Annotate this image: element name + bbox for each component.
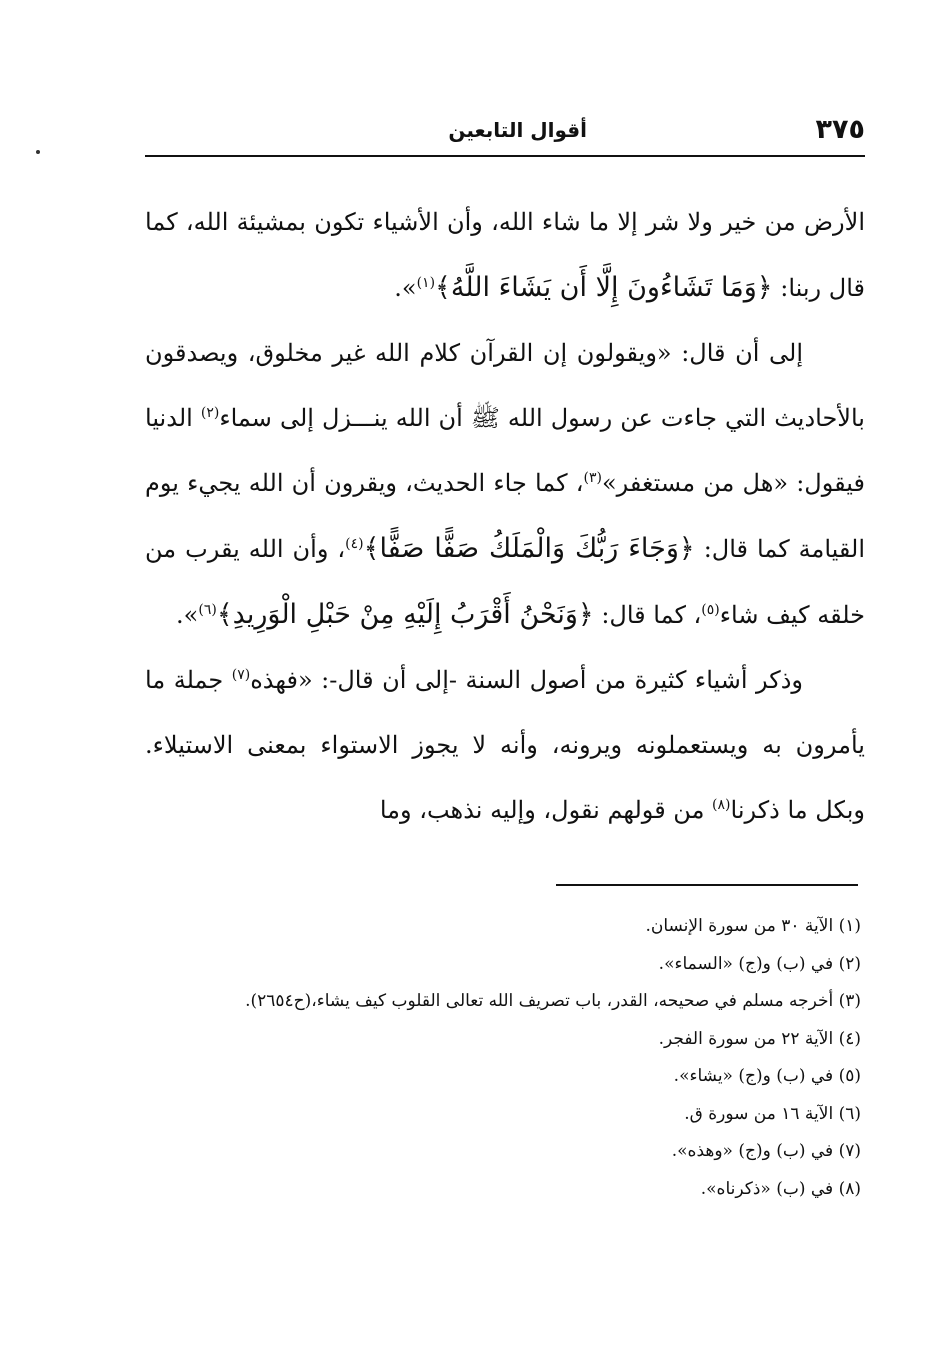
main-text	[145, 190, 865, 843]
page-header	[145, 112, 865, 158]
footnote: (٣) أخرجه مسلم في صحيحه، القدر، باب تصريف الله تعالى القلوب كيف يشاء،(ح٢٦٥٤).	[245, 991, 861, 1011]
footnote-ref: (٢)	[200, 405, 220, 421]
running-title: أقوال التابعين	[448, 118, 587, 142]
quran-verse: ﴿وَمَا تَشَاءُونَ إِلَّا أَن يَشَاءَ اللَّهُ﴾	[435, 272, 773, 303]
footnote-ref: (٦)	[198, 602, 217, 618]
footnote: (٨) في (ب) «ذكرناه».	[700, 1178, 861, 1199]
footnote: (١) الآية ٣٠ من سورة الإنسان.	[645, 916, 861, 936]
footnote-ref: (٥)	[701, 602, 720, 618]
footnote-ref: (٨)	[712, 797, 731, 813]
paragraph-2: إلى أن قال: «ويقولون إن القرآن كلام الله غير مخلوق، ويصدقون بالأحاديث التي جاءت عن رسول الله ﷺ أن الله ينـــزل إلى سماء$^{(٢)}$ الدنيا فيقول: «هل من مستغفر»$^{(٣)}$، كما جاء الحديث، ويقرون أن الله يجيء يوم القيامة كما قال: ﴿وَجَاءَ رَبُّكَ وَالْمَلَكُ صَفًّا صَفًّا﴾$^{(٤)}$، وأن الله يقرب من خلقه كيف شاء$^{(٥)}$، كما قال: ﴿وَنَحْنُ أَقْرَبُ إِلَيْهِ مِنْ حَبْلِ الْوَرِيدِ﴾$^{(٦)}$».	[145, 339, 866, 630]
footnote-ref: (٤)	[345, 536, 364, 552]
footnote: (٥) في (ب) و(ج) «يشاء».	[673, 1066, 861, 1086]
page-number: ٣٧٥	[815, 114, 865, 145]
paragraph-3: وذكر أشياء كثيرة من أصول السنة -إلى أن قال-: «فهذه$^{(٧)}$ جملة ما يأمرون به ويستعملونه ويرونه، وأنه لا يجوز الاستواء بمعنى الاستيلاء. وبكل ما ذكرنا$^{(٨)}$ من قولهم نقول، وإليه نذهب، وما	[145, 666, 865, 824]
footnote-ref: (١)	[416, 275, 436, 291]
footnote-rule	[556, 884, 858, 886]
header-rule	[145, 155, 865, 157]
quran-verse: ﴿وَنَحْنُ أَقْرَبُ إِلَيْهِ مِنْ حَبْلِ الْوَرِيدِ﴾	[216, 599, 594, 630]
footnote-ref: (٣)	[583, 470, 602, 486]
footnote: (٤) الآية ٢٢ من سورة الفجر.	[658, 1028, 861, 1049]
footnote: (٢) في (ب) و(ج) «السماء».	[658, 953, 861, 974]
margin-dot	[36, 150, 40, 154]
footnotes	[145, 908, 861, 1208]
footnote-ref: (٧)	[231, 667, 251, 683]
quran-verse: ﴿وَجَاءَ رَبُّكَ وَالْمَلَكُ صَفًّا صَفًّا﴾	[363, 533, 695, 564]
footnote: (٧) في (ب) و(ج) «وهذه».	[671, 1141, 861, 1161]
footnote: (٦) الآية ١٦ من سورة ق.	[684, 1103, 861, 1124]
paragraph-1: الأرض من خير ولا شر إلا ما شاء الله، وأن الأشياء تكون بمشيئة الله، كما قال ربنا: ﴿وَمَا تَشَاءُونَ إِلَّا أَن يَشَاءَ اللَّهُ﴾$^{(١)}$».	[145, 208, 865, 303]
